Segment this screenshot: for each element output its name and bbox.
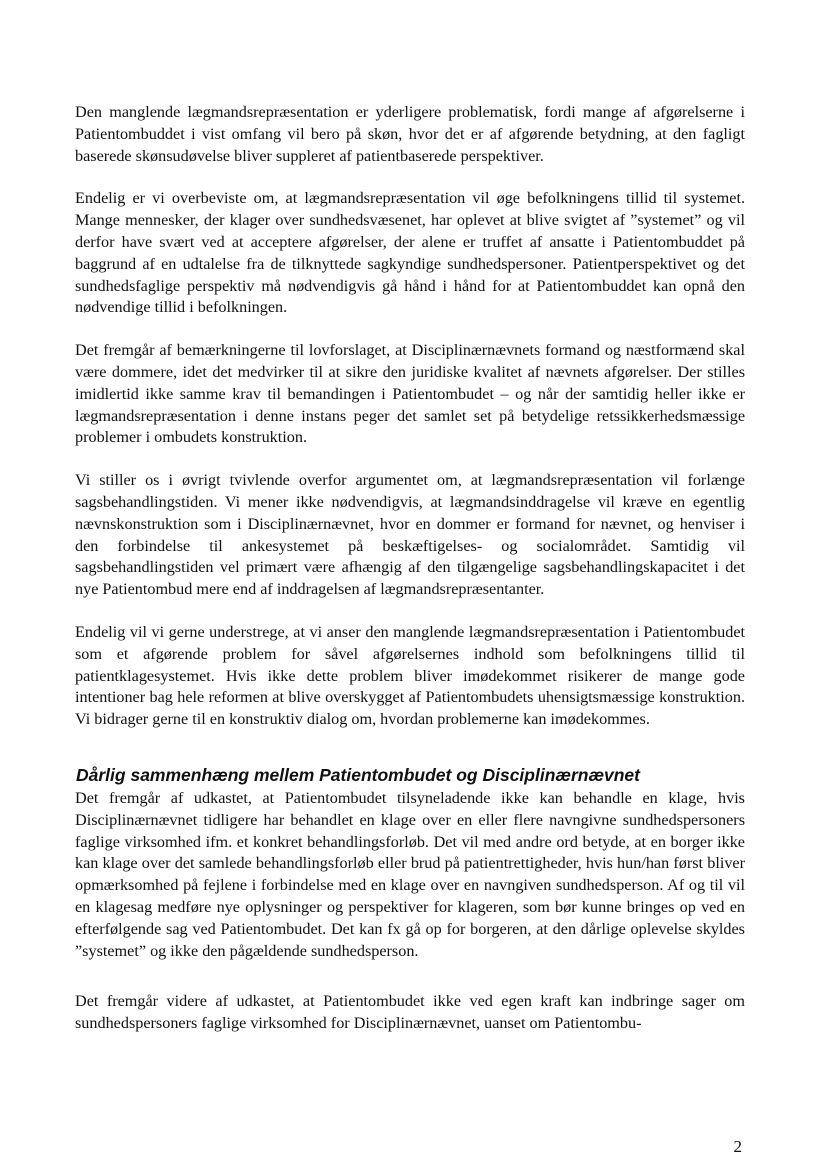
paragraph-public-trust: Endelig er vi overbeviste om, at lægmandsrepræsentation vil øge befolkningens tillid til systemet. Mange mennesker, der klager over sundhedsvæsenet, har oplevet at blive svigtet af ”systemet” og vil derfor have svært ved at acceptere afgørelser, der alene er truffet af ansatte i Patientombuddet på baggrund af en udtalelse fra de tilknyttede sagkyndige sundhedspersoner. Patientperspektivet og det sundhedsfaglige perspektiv må nødvendigvis gå hånd i hånd for at Patientombuddet kan opnå den nødvendige tillid i befolkningen. [75, 189, 745, 317]
paragraph-referral-restriction: Det fremgår videre af udkastet, at Patientombudet ikke ved egen kraft kan indbringe sager om sundhedspersoners faglige virksomhed for Disciplinærnævnet, uanset om Patientombu- [75, 992, 745, 1033]
section-heading: Dårlig sammenhæng mellem Patientombudet og Disciplinærnævnet [76, 764, 640, 785]
page-number: 2 [733, 1137, 742, 1156]
paragraph-processing-time: Vi stiller os i øvrigt tvivlende overfor argumentet om, at lægmandsrepræsentation vil forlænge sagsbehandlingstiden. Vi mener ikke nødvendigvis, at lægmandsinddragelse vil kræve en egentlig nævnskonstruktion som i Disciplinærnævnet, hvor en dommer er formand for nævnet, og henviser i den forbindelse til ankesystemet på beskæftigelses- og socialområdet. Samtidig vil sagsbehandlingstiden vel primært være afhængig af den tilgængelige sagsbehandlingskapacitet i det nye Patientombud mere end af inddragelsen af lægmandsrepræsentanter. [75, 471, 745, 599]
paragraph-judges-requirement: Det fremgår af bemærkningerne til lovforslaget, at Disciplinærnævnets formand og næstformænd skal være dommere, idet det medvirker til at sikre den juridiske kvalitet af nævnets afgørelser. Der stilles imidlertid ikke samme krav til bemandingen i Patientombudet – og når der samtidig heller ikke er lægmandsrepræsentation i denne instans peger det samlet set på betydelige retssikkerhedsmæssige problemer i ombudets konstruktion. [75, 341, 745, 447]
paragraph-complaint-restriction: Det fremgår af udkastet, at Patientombudet tilsyneladende ikke kan behandle en klage, hvis Disciplinærnævnet tidligere har behandlet en klage over en eller flere navngivne sundhedspersoners faglige virksomhed ifm. et konkret behandlingsforløb. Det vil med andre ord betyde, at en borger ikke kan klage over det samlede behandlingsforløb eller brud på patientrettigheder, hvis hun/han først bliver opmærksomhed på fejlene i forbindelse med en klage over en navngiven sundhedsperson. Af og til vil en klagesag medføre nye oplysninger og perspektiver for klageren, som bør kunne bringes op ved en efterfølgende sag ved Patientombudet. Det kan fx gå op for borgeren, at den dårlige oplevelse skyldes ”systemet” og ikke den pågældende sundhedsperson. [75, 788, 745, 960]
paragraph-conclusion: Endelig vil vi gerne understrege, at vi anser den manglende lægmandsrepræsentation i Patientombudet som et afgørende problem for såvel afgørelsernes indhold som befolkningens tillid til patientklagesystemet. Hvis ikke dette problem bliver imødekommet risikerer de mange gode intentioner bag hele reformen at blive overskygget af Patientombudets uhensigtsmæssige konstruktion. Vi bidrager gerne til en konstruktiv dialog om, hvordan problemerne kan imødekommes. [75, 622, 745, 729]
paragraph-lay-representation-discretion: Den manglende lægmandsrepræsentation er yderligere problematisk, fordi mange af afgørelserne i Patientombuddet i vist omfang vil bero på skøn, hvor det er af afgørende betydning, at den fagligt baserede skønsudøvelse bliver suppleret af patientbaserede perspektiver. [75, 103, 745, 165]
document-page [75, 102, 745, 1056]
